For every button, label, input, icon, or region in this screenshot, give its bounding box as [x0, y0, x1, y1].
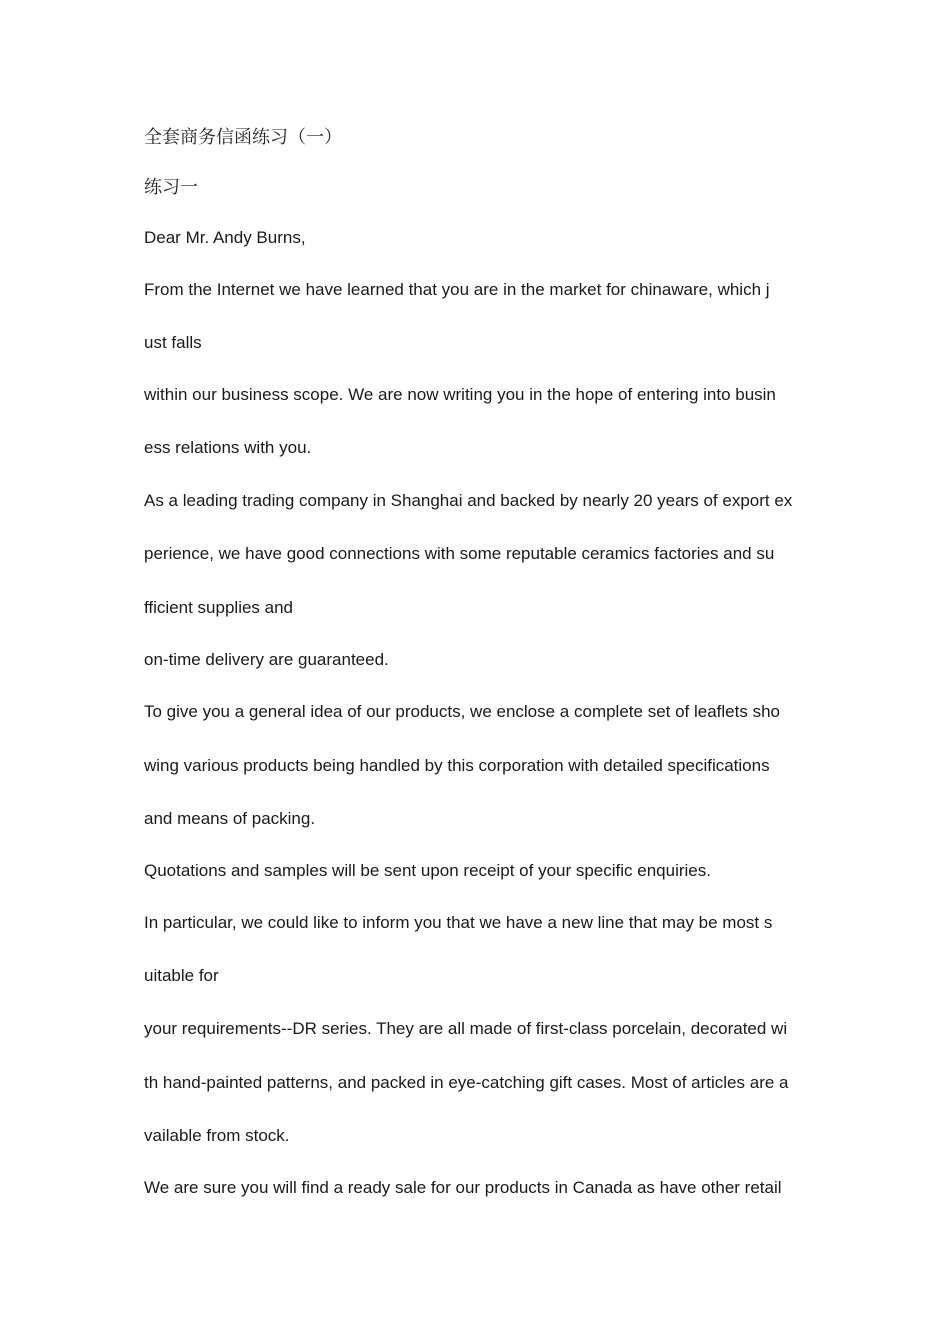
letter-line: fficient supplies and: [144, 598, 294, 617]
letter-line: Dear Mr. Andy Burns,: [144, 228, 306, 247]
letter-line: ess relations with you.: [144, 438, 312, 457]
letter-line: and means of packing.: [144, 809, 316, 828]
letter-line: perience, we have good connections with some reputable ceramics factories and su: [144, 544, 775, 563]
letter-line: To give you a general idea of our products, we enclose a complete set of leaflets sho: [144, 702, 780, 721]
letter-line: We are sure you will find a ready sale for our products in Canada as have other retail: [144, 1178, 782, 1197]
section-heading: 练习一: [144, 177, 198, 198]
letter-line: within our business scope. We are now writing you in the hope of entering into busin: [144, 385, 776, 404]
letter-line: As a leading trading company in Shanghai and backed by nearly 20 years of export ex: [144, 491, 793, 510]
letter-line: uitable for: [144, 966, 219, 985]
letter-line: vailable from stock.: [144, 1126, 290, 1145]
letter-line: From the Internet we have learned that you are in the market for chinaware, which j: [144, 280, 770, 299]
document-title: 全套商务信函练习（一）: [144, 127, 342, 148]
letter-line: your requirements--DR series. They are all made of first-class porcelain, decorated wi: [144, 1019, 788, 1038]
letter-line: In particular, we could like to inform you that we have a new line that may be most s: [144, 913, 773, 932]
letter-line: on-time delivery are guaranteed.: [144, 650, 389, 669]
letter-line: th hand-painted patterns, and packed in eye-catching gift cases. Most of articles are a: [144, 1073, 789, 1092]
letter-line: ust falls: [144, 333, 202, 352]
letter-line: wing various products being handled by this corporation with detailed specifications: [144, 756, 770, 775]
letter-line: Quotations and samples will be sent upon receipt of your specific enquiries.: [144, 861, 711, 880]
